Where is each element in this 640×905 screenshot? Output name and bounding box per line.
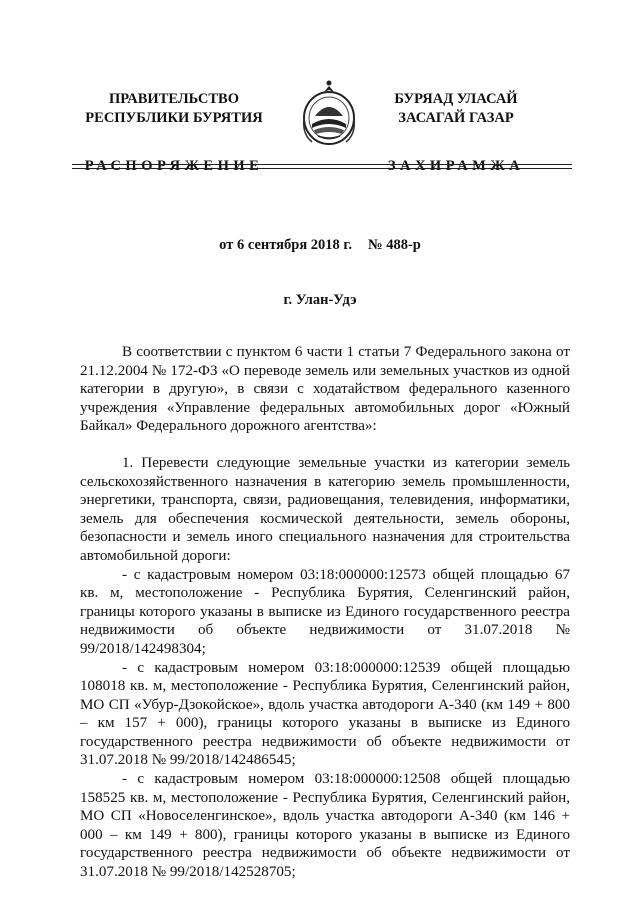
paragraph-plot-2: - с кадастровым номером 03:18:000000:12539 общей площадью 108018 кв. м, местоположение - Республика Бурятия, Селенгинский район, МО СП «Убур-Дзокойское», вдоль участка автодороги А-340 (км 149 + 800 – км 157 + 000), границы которого указаны в выписке из Единого государственного реестра недвижимости об объекте недвижимости от 31.07.2018 № 99/2018/142486545; [80,659,570,769]
document-number: № 488-р [368,237,421,253]
paragraph-preamble: В соответствии с пунктом 6 части 1 статьи 7 Федерального закона от 21.12.2004 № 172-ФЗ «О переводе земель или земельных участков из одной категории в другую», в связи с ходатайством федерального казенного учреждения «Управление федеральных автомобильных дорог «Южный Байкал» Федерального дорожного агентства»: [80,344,570,435]
document-type-bua: ЗАХИРАМЖА [387,158,525,174]
header-divider-bottom [72,168,572,169]
paragraph-plot-1: - с кадастровым номером 03:18:000000:12573 общей площадью 67 кв. м, местоположение - Республика Бурятия, Селенгинский район, границы которого указаны в выписке из Единого государственного реестра недвижимости об объекте недвижимости от 31.07.2018 № 99/2018/142498304; [80,566,570,657]
government-name-bua-line2: ЗАСАГАЙ ГАЗАР [398,110,514,126]
header-divider-top [72,164,572,165]
document-type-ru: РАСПОРЯЖЕНИЕ [84,158,264,174]
government-name-line1: ПРАВИТЕЛЬСТВО [109,91,239,107]
document-date-line [0,237,640,254]
paragraph-plot-3: - с кадастровым номером 03:18:000000:12508 общей площадью 158525 кв. м, местоположение - Республика Бурятия, Селенгинский район, МО СП «Новоселенгинское», вдоль участка автодороги А-340 (км 146 + 000 – км 149 + 800), границы которого указаны в выписке из Единого государственного реестра недвижимости об объекте недвижимости от 31.07.2018 № 99/2018/142528705; [80,771,570,881]
document-body [80,343,570,882]
government-name-bua-line1: БУРЯАД УЛАСАЙ [394,91,518,107]
government-name-line2: РЕСПУБЛИКИ БУРЯТИЯ [85,110,263,126]
document-city: г. Улан-Удэ [283,292,357,308]
paragraph-item-1: 1. Перевести следующие земельные участки из категории земель сельскохозяйственного назначения в категорию земель промышленности, энергетики, транспорта, связи, радиовещания, телевидения, информатики, земель для обеспечения космической деятельности, земель обороны, безопасности и земель иного специального назначения для строительства автомобильной дороги: [80,454,570,564]
document-date: от 6 сентября 2018 г. [219,237,352,253]
